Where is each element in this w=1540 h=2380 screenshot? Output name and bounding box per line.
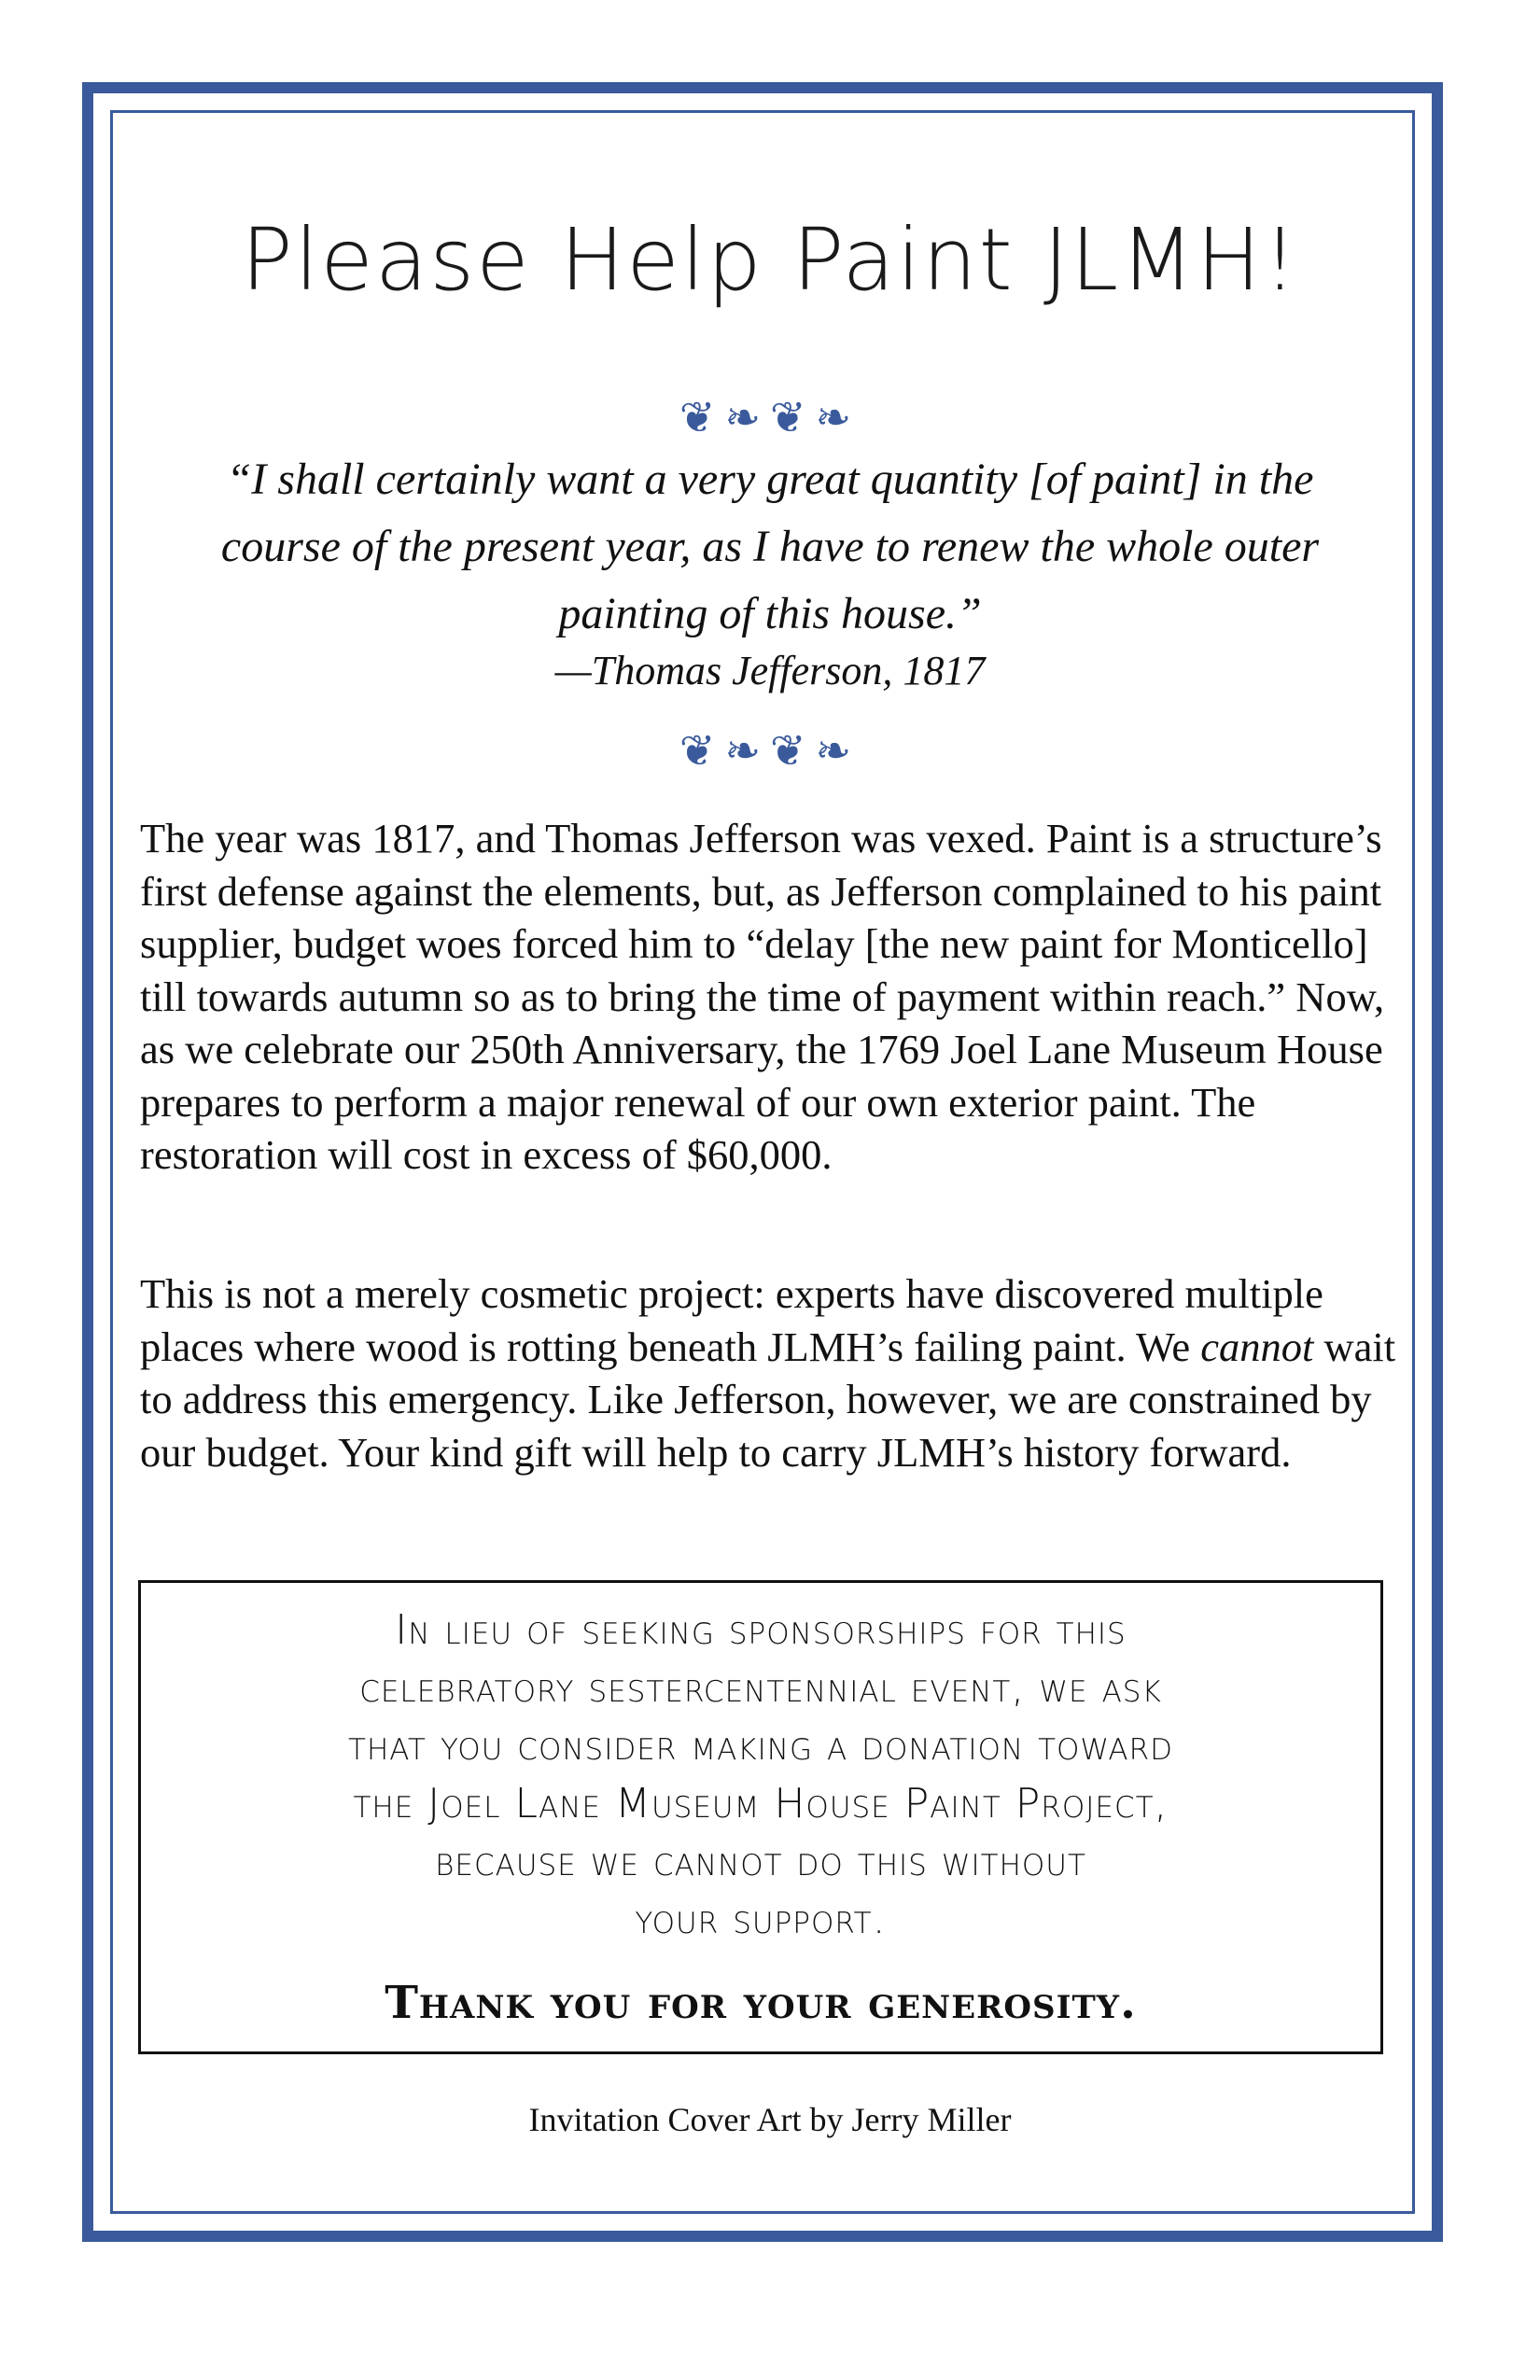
callout-line: In lieu of seeking sponsorships for this <box>395 1606 1127 1654</box>
donation-request-text <box>178 1602 1343 1949</box>
body-paragraph-1: The year was 1817, and Thomas Jefferson was vexed. Paint is a structure’s first defense against the elements, but, as Jefferson complained to his paint supplier, budget woes forced him to “delay [the new paint for Monticello] till towards autumn so as to bring the time of payment within reach.” Now, as we celebrate our 250th Anniversary, the 1769 Joel Lane Museum House prepares to perform a major renewal of our own exterior paint. The restoration will cost in excess of $60,000. <box>140 815 1385 1178</box>
paragraph-2-text-end: wait to address this emergency. Like Jefferson, however, we are constrained by our budget. Your kind gift will help to carry JLMH’s history forward. <box>140 1323 1396 1476</box>
jefferson-quote: “I shall certainly want a very great quantity [of paint] in the course of the present year, as I have to renew the whole outer painting of this house.” <box>220 455 1320 638</box>
donation-callout-box <box>138 1580 1383 2054</box>
callout-line: the Joel Lane Museum House Paint Project, <box>353 1780 1169 1827</box>
paragraph-2-text-start: This is not a merely cosmetic project: experts have discovered multiple places where wood is rotting beneath JLMH’s failing paint. We <box>140 1270 1323 1370</box>
emphasis-cannot: cannot <box>1200 1323 1314 1370</box>
callout-line: because we cannot do this without <box>435 1838 1086 1885</box>
callout-line: celebratory sestercentennial event, we ask <box>359 1664 1162 1712</box>
cover-art-credit: Invitation Cover Art by Jerry Miller <box>528 2101 1012 2138</box>
body-paragraph-2 <box>140 1267 1400 1478</box>
thank-you-text: Thank you for your generosity. <box>385 1977 1137 2029</box>
ornament-divider-top: ❦❧❦❧ <box>679 394 861 441</box>
ornament-divider-bottom: ❦❧❦❧ <box>679 727 861 775</box>
callout-line: your support. <box>635 1896 887 1943</box>
callout-line: that you consider making a donation toward <box>348 1722 1173 1770</box>
quote-attribution: —Thomas Jefferson, 1817 <box>554 648 986 693</box>
page-title: Please Help Paint JLMH! <box>241 210 1299 310</box>
